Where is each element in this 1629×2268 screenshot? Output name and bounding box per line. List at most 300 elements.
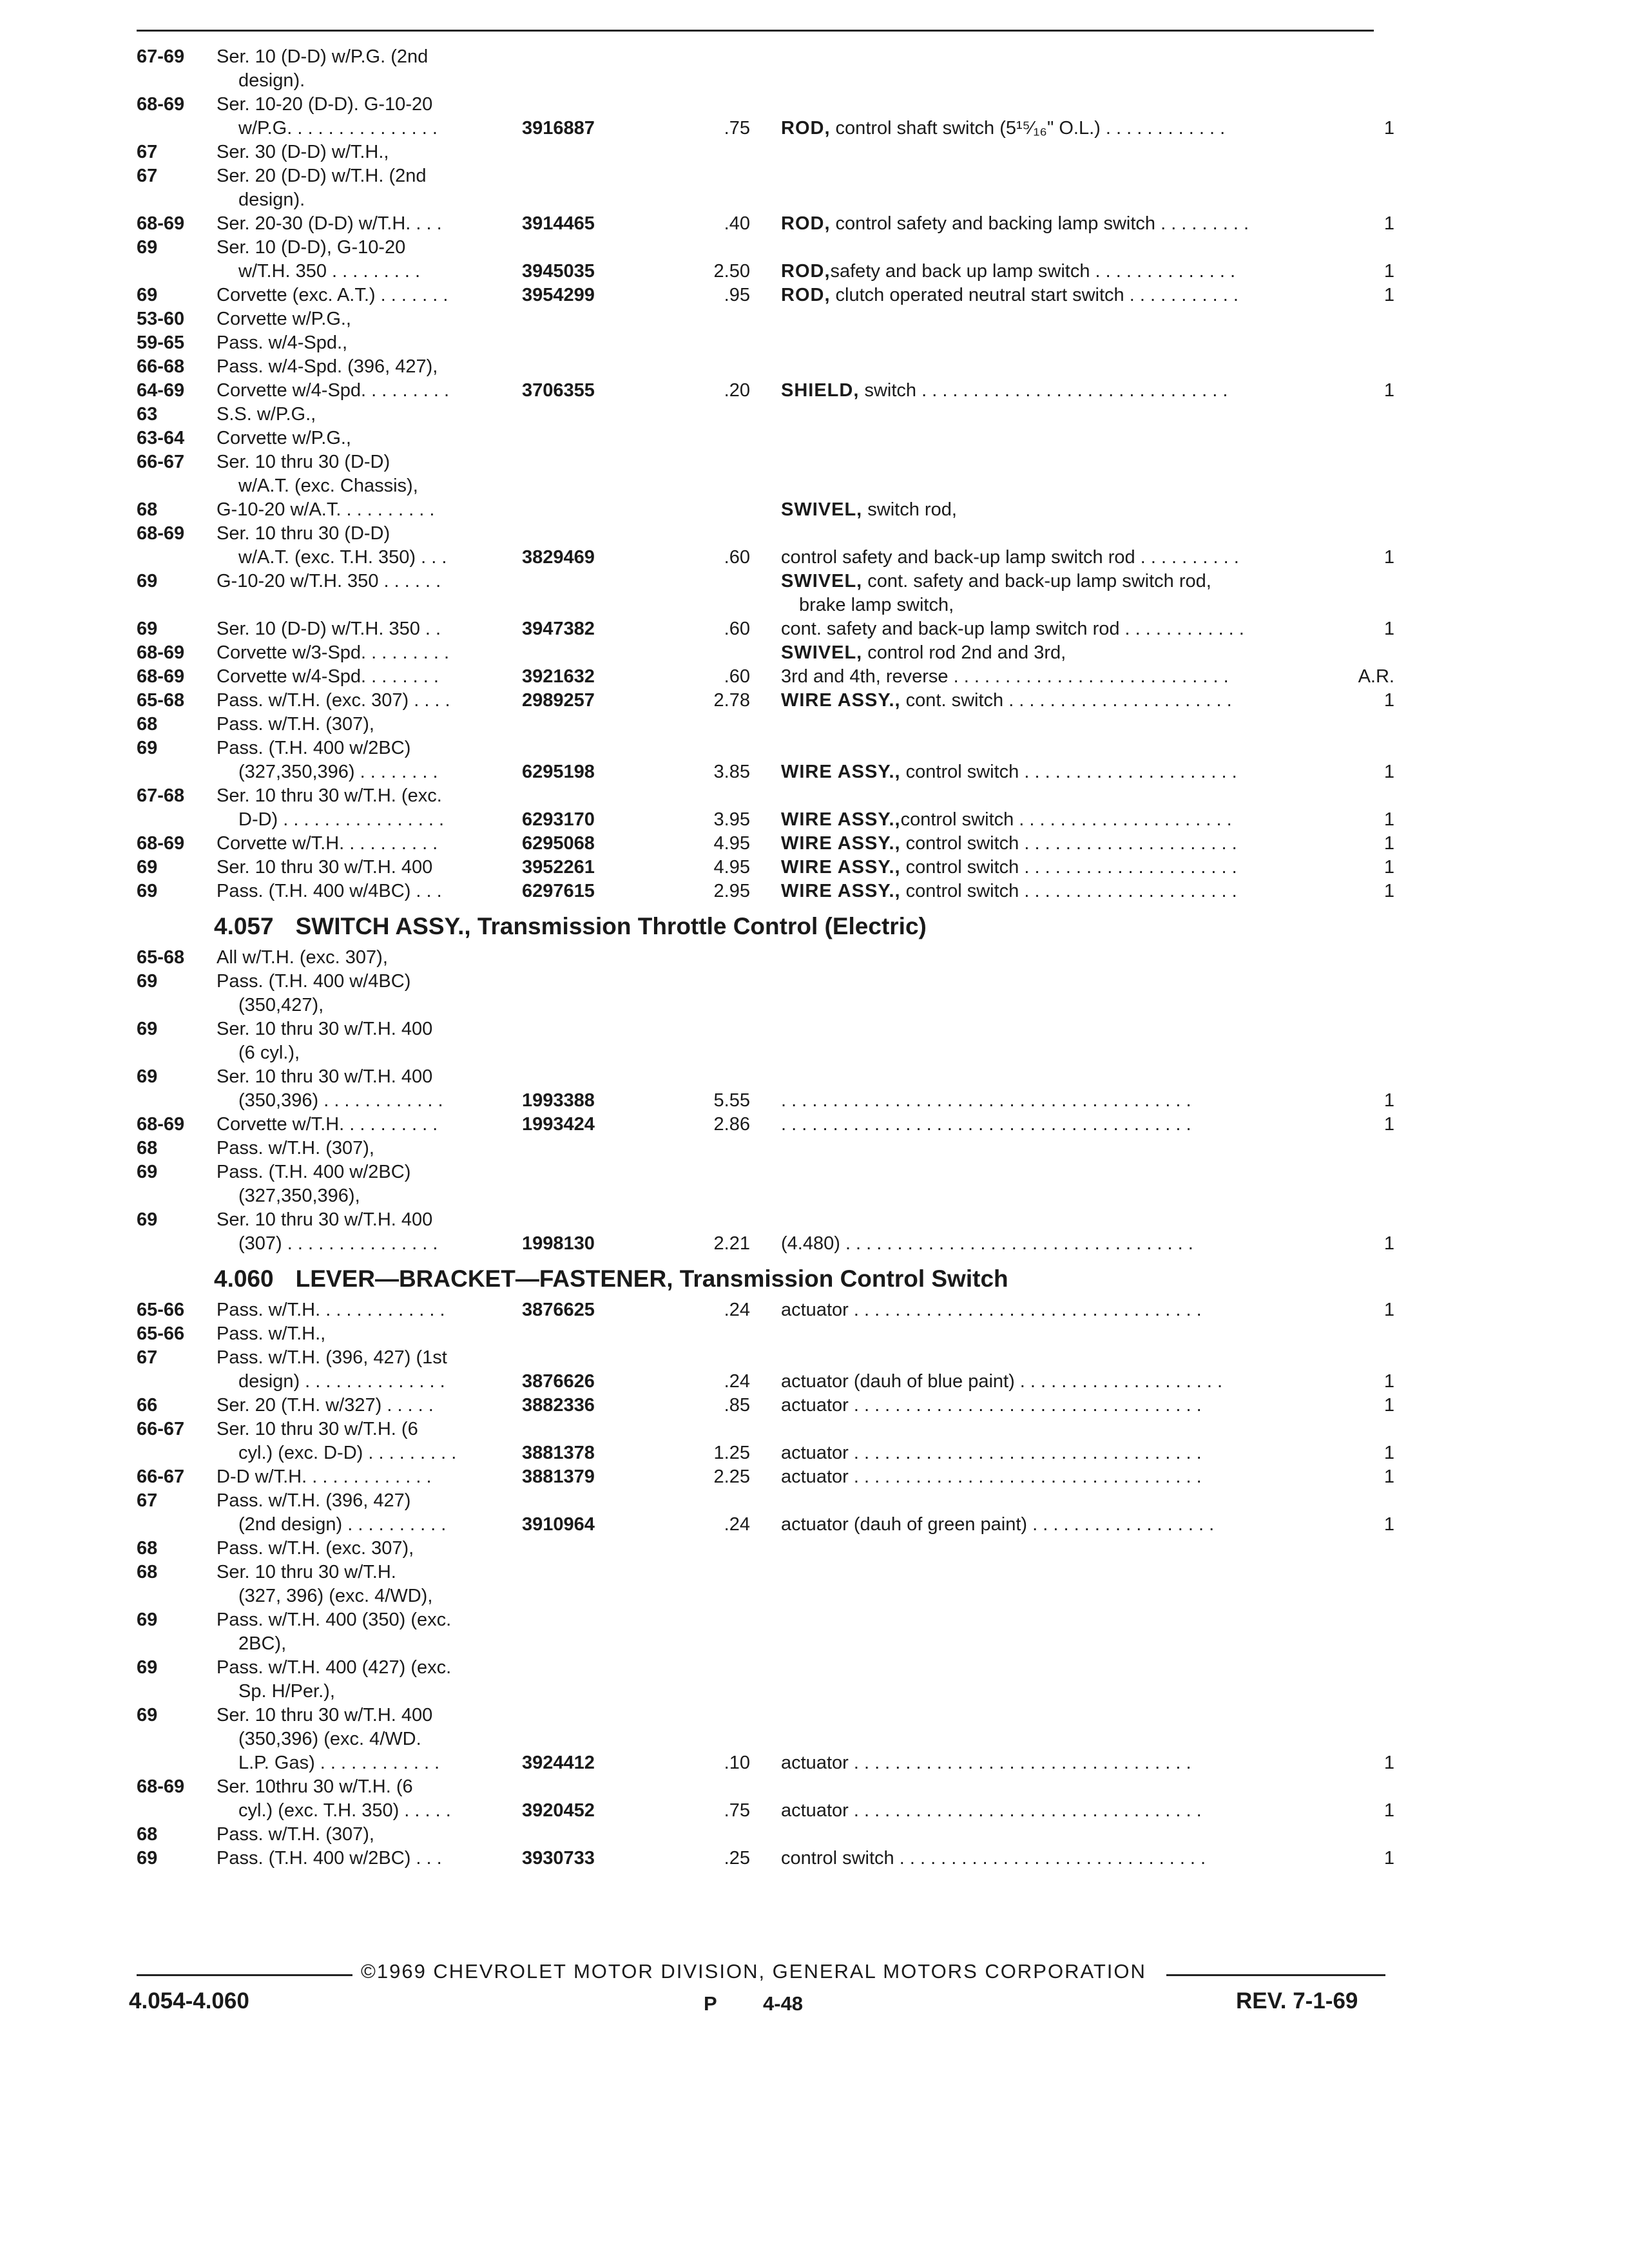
description-text: control switch . . . . . . . . . . . . . . . . . . . . .	[900, 833, 1237, 854]
table-row	[0, 69, 1629, 93]
quantity: 1	[1383, 1233, 1394, 1254]
part-number: 6297615	[522, 881, 595, 901]
footer-rule-right	[1166, 1974, 1385, 1976]
price: 1.25	[713, 1443, 750, 1463]
table-row	[0, 736, 1629, 760]
part-number: 3876625	[522, 1300, 595, 1320]
model-years: 69	[137, 1209, 158, 1230]
copyright-notice: ©1969 CHEVROLET MOTOR DIVISION, GENERAL MOTORS CORPORATION	[361, 1960, 1146, 1983]
table-row	[0, 1232, 1629, 1256]
part-number: 3881379	[522, 1466, 595, 1487]
model-years: 68	[137, 499, 158, 520]
table-row	[0, 45, 1629, 69]
application: Ser. 20-30 (D-D) w/T.H. . . .	[217, 213, 442, 234]
quantity: 1	[1383, 1800, 1394, 1821]
model-years: 66-67	[137, 1466, 185, 1487]
part-description	[781, 641, 1066, 665]
model-years: 68-69	[137, 1114, 185, 1135]
application: Pass. w/T.H. (396, 427) (1st	[217, 1347, 447, 1368]
table-row	[0, 1370, 1629, 1394]
price: .60	[724, 666, 750, 687]
application: (350,396) (exc. 4/WD.	[238, 1729, 421, 1749]
price: 5.55	[713, 1090, 750, 1111]
application: Ser. 10 thru 30 w/T.H.	[217, 1562, 396, 1582]
part-description	[781, 760, 1237, 784]
part-description	[781, 1394, 1202, 1418]
section-number: 4.057	[214, 913, 274, 939]
part-name: WIRE ASSY.,	[781, 881, 901, 901]
model-years: 65-66	[137, 1323, 185, 1344]
table-row	[0, 1799, 1629, 1823]
application: w/P.G. . . . . . . . . . . . . . .	[238, 118, 438, 139]
description-text: control switch . . . . . . . . . . . . . . . . . . . . .	[900, 809, 1232, 830]
application: G-10-20 w/A.T. . . . . . . . . .	[217, 499, 435, 520]
quantity: 1	[1383, 809, 1394, 830]
price: .24	[724, 1371, 750, 1392]
application: Corvette w/4-Spd. . . . . . . . .	[217, 380, 450, 401]
model-years: 68	[137, 1562, 158, 1582]
part-name: ROD,	[781, 118, 831, 139]
application: Ser. 20 (T.H. w/327) . . . . .	[217, 1395, 434, 1416]
part-description	[781, 665, 1229, 689]
table-row	[0, 188, 1629, 212]
price: 2.86	[713, 1114, 750, 1135]
part-description	[781, 260, 1235, 284]
part-number: 3921632	[522, 666, 595, 687]
quantity: 1	[1383, 881, 1394, 901]
application: Pass. w/T.H. (307),	[217, 1824, 374, 1845]
quantity: 1	[1383, 547, 1394, 568]
application: cyl.) (exc. T.H. 350) . . . . .	[238, 1800, 451, 1821]
model-years: 68-69	[137, 833, 185, 854]
description-text: actuator . . . . . . . . . . . . . . . . . . . . . . . . . . . . . . . . .	[781, 1753, 1191, 1773]
part-number: 6293170	[522, 809, 595, 830]
table-row	[0, 474, 1629, 498]
model-years: 65-68	[137, 947, 185, 968]
application: S.S. w/P.G.,	[217, 404, 316, 425]
description-text: actuator . . . . . . . . . . . . . . . . . . . . . . . . . . . . . . . . . .	[781, 1466, 1202, 1487]
part-description	[781, 832, 1237, 856]
part-number: 6295198	[522, 762, 595, 782]
part-number: 3945035	[522, 261, 595, 282]
price: .95	[724, 285, 750, 305]
application: Sp. H/Per.),	[238, 1681, 335, 1702]
page-prefix: P	[704, 1992, 717, 2015]
part-number: 3706355	[522, 380, 595, 401]
part-description	[781, 546, 1239, 570]
model-years: 69	[137, 619, 158, 639]
application: Corvette w/3-Spd. . . . . . . . .	[217, 642, 450, 663]
price: 2.78	[713, 690, 750, 711]
quantity: 1	[1383, 1848, 1394, 1869]
part-name: ROD,	[781, 261, 831, 282]
model-years: 69	[137, 237, 158, 258]
table-row	[0, 1017, 1629, 1041]
table-row	[0, 1346, 1629, 1370]
table-row	[0, 808, 1629, 832]
part-name: WIRE ASSY.,	[781, 690, 901, 711]
description-text: control shaft switch (5¹⁵⁄₁₆" O.L.) . . . . . . . . . . . .	[830, 118, 1226, 139]
table-row	[0, 164, 1629, 188]
quantity: 1	[1383, 1371, 1394, 1392]
description-text: safety and back up lamp switch . . . . . . . . . . . . . .	[830, 261, 1236, 282]
table-row	[0, 617, 1629, 641]
table-row	[0, 1513, 1629, 1537]
part-description	[781, 1441, 1202, 1465]
table-row	[0, 1775, 1629, 1799]
quantity: 1	[1383, 833, 1394, 854]
table-row	[0, 1418, 1629, 1441]
price: .85	[724, 1395, 750, 1416]
part-description	[781, 689, 1232, 713]
price: 2.25	[713, 1466, 750, 1487]
table-row	[0, 1184, 1629, 1208]
table-row	[0, 1089, 1629, 1113]
price: 4.95	[713, 833, 750, 854]
application: Ser. 10 thru 30 w/T.H. 400	[217, 1019, 433, 1039]
table-row	[0, 1561, 1629, 1584]
part-number: 3954299	[522, 285, 595, 305]
table-row	[0, 760, 1629, 784]
table-row	[0, 1441, 1629, 1465]
application: Pass. (T.H. 400 w/4BC) . . .	[217, 881, 442, 901]
table-row	[0, 665, 1629, 689]
table-row	[0, 355, 1629, 379]
quantity: 1	[1383, 213, 1394, 234]
application: Ser. 20 (D-D) w/T.H. (2nd	[217, 166, 427, 186]
quantity: 1	[1383, 1443, 1394, 1463]
quantity: 1	[1383, 619, 1394, 639]
section-part-name: SWITCH ASSY.,	[295, 913, 471, 939]
part-description	[781, 1089, 1191, 1113]
model-years: 68-69	[137, 523, 185, 544]
part-number: 2989257	[522, 690, 595, 711]
part-description	[781, 498, 957, 522]
application: Corvette w/4-Spd. . . . . . . .	[217, 666, 439, 687]
part-number: 1998130	[522, 1233, 595, 1254]
model-years: 59-65	[137, 332, 185, 353]
quantity: A.R.	[1358, 666, 1394, 687]
table-row	[0, 879, 1629, 903]
part-number: 3924412	[522, 1753, 595, 1773]
section-title: Transmission Throttle Control (Electric)	[470, 913, 927, 939]
application: Ser. 10 thru 30 (D-D)	[217, 523, 390, 544]
description-text: clutch operated neutral start switch . . . . . . . . . . .	[830, 285, 1239, 305]
application: L.P. Gas) . . . . . . . . . . . .	[238, 1753, 440, 1773]
part-description	[781, 1113, 1191, 1137]
model-years: 68-69	[137, 94, 185, 115]
part-number: 1993424	[522, 1114, 595, 1135]
description-text: control safety and back-up lamp switch rod . . . . . . . . . .	[781, 547, 1239, 568]
part-description	[781, 117, 1225, 140]
part-name: ROD,	[781, 213, 831, 234]
application: D-D) . . . . . . . . . . . . . . . .	[238, 809, 445, 830]
quantity: 1	[1383, 762, 1394, 782]
application: w/A.T. (exc. T.H. 350) . . .	[238, 547, 447, 568]
model-years: 69	[137, 857, 158, 878]
part-name: WIRE ASSY.,	[781, 762, 901, 782]
part-number: 3881378	[522, 1443, 595, 1463]
quantity: 1	[1383, 1514, 1394, 1535]
part-description	[781, 379, 1228, 403]
description-text: control switch . . . . . . . . . . . . . . . . . . . . .	[900, 857, 1237, 878]
table-row	[0, 450, 1629, 474]
model-years: 69	[137, 881, 158, 901]
part-description	[781, 808, 1232, 832]
table-row	[0, 1704, 1629, 1727]
section-title: Transmission Control Switch	[673, 1265, 1008, 1292]
description-text: 3rd and 4th, reverse . . . . . . . . . . . . . . . . . . . . . . . . . . .	[781, 666, 1229, 687]
application: Pass. (T.H. 400 w/2BC)	[217, 738, 411, 758]
part-description	[781, 570, 1211, 593]
model-years: 69	[137, 285, 158, 305]
table-row	[0, 1298, 1629, 1322]
application: design).	[238, 70, 305, 91]
application: Ser. 10 thru 30 w/T.H. 400	[217, 857, 433, 878]
model-years: 68-69	[137, 213, 185, 234]
price: .60	[724, 547, 750, 568]
application: Pass. (T.H. 400 w/2BC)	[217, 1162, 411, 1182]
description-text: . . . . . . . . . . . . . . . . . . . . . . . . . . . . . . . . . . . . . . . .	[781, 1114, 1191, 1135]
model-years: 63-64	[137, 428, 185, 448]
application: Pass. w/4-Spd. (396, 427),	[217, 356, 438, 377]
quantity: 1	[1383, 690, 1394, 711]
table-row	[0, 1065, 1629, 1089]
table-row	[0, 970, 1629, 994]
part-description	[799, 593, 954, 617]
table-row	[0, 1489, 1629, 1513]
section-heading	[214, 1265, 1008, 1293]
price: 3.95	[713, 809, 750, 830]
part-description	[781, 856, 1237, 879]
part-name: SHIELD,	[781, 380, 860, 401]
description-text: actuator (dauh of green paint) . . . . . . . . . . . . . . . . . .	[781, 1514, 1215, 1535]
quantity: 1	[1383, 1466, 1394, 1487]
table-row	[0, 946, 1629, 970]
application: Pass. w/4-Spd.,	[217, 332, 348, 353]
price: .20	[724, 380, 750, 401]
description-text: cont. safety and back-up lamp switch rod,	[862, 571, 1211, 591]
model-years: 66	[137, 1395, 158, 1416]
application: Ser. 10 thru 30 (D-D)	[217, 452, 390, 472]
quantity: 1	[1383, 1090, 1394, 1111]
application: Ser. 10 (D-D) w/T.H. 350 . .	[217, 619, 441, 639]
table-row	[0, 1160, 1629, 1184]
price: .60	[724, 619, 750, 639]
description-text: control safety and backing lamp switch . . . . . . . . .	[830, 213, 1249, 234]
quantity: 1	[1383, 118, 1394, 139]
description-text: cont. safety and back-up lamp switch rod . . . . . . . . . . . .	[781, 619, 1244, 639]
model-years: 68	[137, 714, 158, 735]
model-years: 68-69	[137, 642, 185, 663]
application: Pass. w/T.H. (396, 427)	[217, 1490, 411, 1511]
quantity: 1	[1383, 380, 1394, 401]
footer-rule-left	[137, 1974, 352, 1976]
table-row	[0, 236, 1629, 260]
application: (350,427),	[238, 995, 324, 1015]
part-description	[781, 1513, 1214, 1537]
application: Ser. 10 thru 30 w/T.H. 400	[217, 1066, 433, 1087]
table-row	[0, 570, 1629, 593]
model-years: 67	[137, 166, 158, 186]
part-name: SWIVEL,	[781, 571, 863, 591]
price: 2.95	[713, 881, 750, 901]
part-description	[781, 879, 1237, 903]
description-text: control switch . . . . . . . . . . . . . . . . . . . . .	[900, 762, 1237, 782]
application: design).	[238, 189, 305, 210]
quantity: 1	[1383, 261, 1394, 282]
application: Pass. (T.H. 400 w/4BC)	[217, 971, 411, 992]
table-row	[0, 1041, 1629, 1065]
price: 4.95	[713, 857, 750, 878]
model-years: 69	[137, 1657, 158, 1678]
table-row	[0, 1608, 1629, 1632]
part-name: ROD,	[781, 285, 831, 305]
application: w/A.T. (exc. Chassis),	[238, 476, 418, 496]
application: Ser. 10 thru 30 w/T.H. 400	[217, 1705, 433, 1725]
table-row	[0, 379, 1629, 403]
table-row	[0, 689, 1629, 713]
part-number: 3952261	[522, 857, 595, 878]
page-number: 4-48	[763, 1992, 804, 2015]
description-text: switch . . . . . . . . . . . . . . . . . . . . . . . . . . . . . .	[859, 380, 1228, 401]
model-years: 67	[137, 1347, 158, 1368]
part-description	[781, 1298, 1202, 1322]
quantity: 1	[1383, 857, 1394, 878]
table-row	[0, 284, 1629, 307]
table-row	[0, 1632, 1629, 1656]
description-text: control switch . . . . . . . . . . . . . . . . . . . . . . . . . . . . . .	[781, 1848, 1206, 1869]
application: w/T.H. 350 . . . . . . . . .	[238, 261, 421, 282]
revision-date: REV. 7-1-69	[1236, 1988, 1358, 2013]
description-text: brake lamp switch,	[799, 595, 954, 615]
model-years: 63	[137, 404, 158, 425]
part-name: SWIVEL,	[781, 499, 863, 520]
model-years: 66-67	[137, 1419, 185, 1439]
model-years: 67-68	[137, 785, 185, 806]
price: 2.50	[713, 261, 750, 282]
model-years: 68-69	[137, 1776, 185, 1797]
part-number: 1993388	[522, 1090, 595, 1111]
part-number: 3910964	[522, 1514, 595, 1535]
top-rule	[137, 30, 1374, 32]
quantity: 1	[1383, 1300, 1394, 1320]
description-text: control switch . . . . . . . . . . . . . . . . . . . . .	[900, 881, 1237, 901]
model-years: 65-68	[137, 690, 185, 711]
application: Pass. w/T.H. (307),	[217, 714, 374, 735]
application: (307) . . . . . . . . . . . . . . .	[238, 1233, 438, 1254]
application: (350,396) . . . . . . . . . . . .	[238, 1090, 443, 1111]
description-text: (4.480) . . . . . . . . . . . . . . . . . . . . . . . . . . . . . . . . . .	[781, 1233, 1193, 1254]
model-years: 69	[137, 1066, 158, 1087]
application: Ser. 30 (D-D) w/T.H.,	[217, 142, 389, 162]
application: Ser. 10thru 30 w/T.H. (6	[217, 1776, 413, 1797]
application: Ser. 10 (D-D), G-10-20	[217, 237, 406, 258]
price: 3.85	[713, 762, 750, 782]
model-years: 66-68	[137, 356, 185, 377]
model-years: 67-69	[137, 46, 185, 67]
section-number: 4.060	[214, 1265, 274, 1292]
application: Ser. 10-20 (D-D). G-10-20	[217, 94, 433, 115]
part-number: 3920452	[522, 1800, 595, 1821]
table-row	[0, 1751, 1629, 1775]
application: Ser. 10 thru 30 w/T.H. (6	[217, 1419, 418, 1439]
model-years: 69	[137, 971, 158, 992]
description-text: control rod 2nd and 3rd,	[862, 642, 1066, 663]
part-description	[781, 1847, 1206, 1870]
part-description	[781, 617, 1244, 641]
application: design) . . . . . . . . . . . . . .	[238, 1371, 445, 1392]
model-years: 69	[137, 1162, 158, 1182]
application: Pass. w/T.H. (exc. 307) . . . .	[217, 690, 450, 711]
application: Pass. w/T.H. 400 (427) (exc.	[217, 1657, 452, 1678]
table-row	[0, 307, 1629, 331]
table-row	[0, 1656, 1629, 1680]
price: .75	[724, 1800, 750, 1821]
part-number: 3876626	[522, 1371, 595, 1392]
application: Corvette w/T.H. . . . . . . . . .	[217, 1114, 438, 1135]
application: (327,350,396) . . . . . . . .	[238, 762, 438, 782]
application: (6 cyl.),	[238, 1043, 300, 1063]
application: All w/T.H. (exc. 307),	[217, 947, 388, 968]
part-number: 6295068	[522, 833, 595, 854]
application: Pass. w/T.H.,	[217, 1323, 326, 1344]
quantity: 1	[1383, 285, 1394, 305]
price: .10	[724, 1753, 750, 1773]
table-row	[0, 832, 1629, 856]
part-number: 3930733	[522, 1848, 595, 1869]
table-row	[0, 1137, 1629, 1160]
description-text: actuator . . . . . . . . . . . . . . . . . . . . . . . . . . . . . . . . . .	[781, 1800, 1202, 1821]
description-text: switch rod,	[862, 499, 957, 520]
price: .25	[724, 1848, 750, 1869]
part-name: WIRE ASSY.,	[781, 833, 901, 854]
part-name: WIRE ASSY.,	[781, 857, 901, 878]
section-heading	[214, 912, 927, 941]
application: Pass. (T.H. 400 w/2BC) . . .	[217, 1848, 442, 1869]
application: (327,350,396),	[238, 1186, 360, 1206]
price: .40	[724, 213, 750, 234]
application: Corvette w/T.H. . . . . . . . . .	[217, 833, 438, 854]
part-description	[781, 1465, 1202, 1489]
table-row	[0, 1823, 1629, 1847]
application: Ser. 10 (D-D) w/P.G. (2nd	[217, 46, 429, 67]
model-years: 66-67	[137, 452, 185, 472]
part-description	[781, 1751, 1191, 1775]
model-years: 69	[137, 1848, 158, 1869]
application: 2BC),	[238, 1633, 287, 1654]
table-row	[0, 140, 1629, 164]
table-row	[0, 1113, 1629, 1137]
part-description	[781, 212, 1249, 236]
table-row	[0, 1465, 1629, 1489]
application: G-10-20 w/T.H. 350 . . . . . .	[217, 571, 441, 591]
application: Pass. w/T.H. (exc. 307),	[217, 1538, 414, 1559]
table-row	[0, 593, 1629, 617]
model-years: 68	[137, 1538, 158, 1559]
table-row	[0, 641, 1629, 665]
price: .75	[724, 118, 750, 139]
model-years: 53-60	[137, 309, 185, 329]
application: (2nd design) . . . . . . . . . .	[238, 1514, 447, 1535]
model-years: 67	[137, 1490, 158, 1511]
application: Corvette (exc. A.T.) . . . . . . .	[217, 285, 448, 305]
application: Pass. w/T.H. . . . . . . . . . . . .	[217, 1300, 445, 1320]
part-description	[781, 1370, 1222, 1394]
application: D-D w/T.H. . . . . . . . . . . . .	[217, 1466, 432, 1487]
table-row	[0, 117, 1629, 140]
model-years: 68-69	[137, 666, 185, 687]
